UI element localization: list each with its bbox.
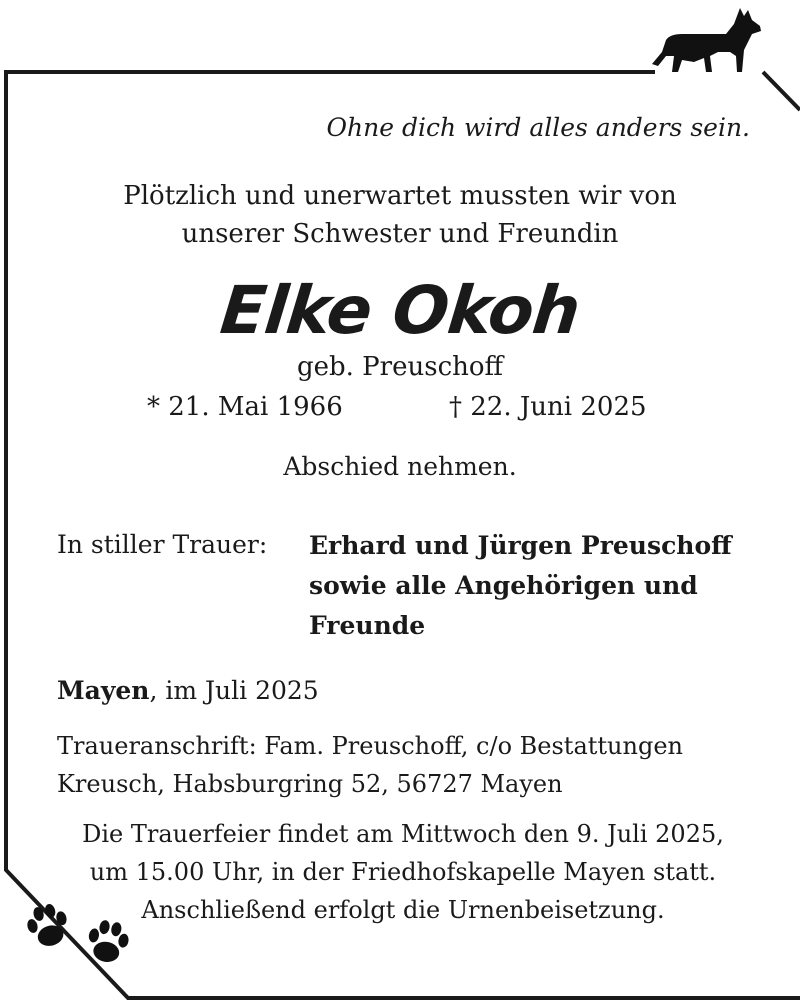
deceased-name: Elke Okoh	[216, 272, 584, 349]
mourners-names	[309, 526, 732, 646]
mourners-line: sowie alle Angehörigen und	[309, 571, 698, 600]
death-date: † 22. Juni 2025	[449, 392, 647, 422]
place-city: Mayen	[57, 676, 150, 705]
birth-name: geb. Preuschoff	[296, 352, 504, 382]
intro-text	[0, 177, 800, 253]
funeral-info	[0, 815, 800, 929]
address-line: Traueranschrift: Fam. Preuschoff, c/o Bestattungen	[57, 732, 683, 760]
intro-line: unserer Schwester und Freundin	[181, 219, 619, 249]
address-line: Kreusch, Habsburgring 52, 56727 Mayen	[57, 770, 563, 798]
farewell-text: Abschied nehmen.	[283, 452, 517, 481]
mourning-address	[57, 727, 683, 803]
mourners-label: In stiller Trauer:	[57, 530, 268, 559]
dog-silhouette-icon	[648, 4, 766, 74]
birth-date: * 21. Mai 1966	[147, 392, 343, 422]
intro-line: Plötzlich und unerwartet mussten wir von	[123, 181, 677, 211]
motto-text: Ohne dich wird alles anders sein.	[326, 113, 750, 142]
place-date-text: , im Juli 2025	[149, 676, 319, 705]
place-date	[57, 676, 319, 705]
mourners-line: Erhard und Jürgen Preuschoff	[309, 531, 732, 560]
funeral-line: Anschließend erfolgt die Urnenbeisetzung.	[141, 896, 665, 924]
funeral-line: um 15.00 Uhr, in der Friedhofskapelle Mayen statt.	[89, 858, 717, 886]
mourners-line: Freunde	[309, 611, 426, 640]
funeral-line: Die Trauerfeier findet am Mittwoch den 9. Juli 2025,	[82, 820, 724, 848]
